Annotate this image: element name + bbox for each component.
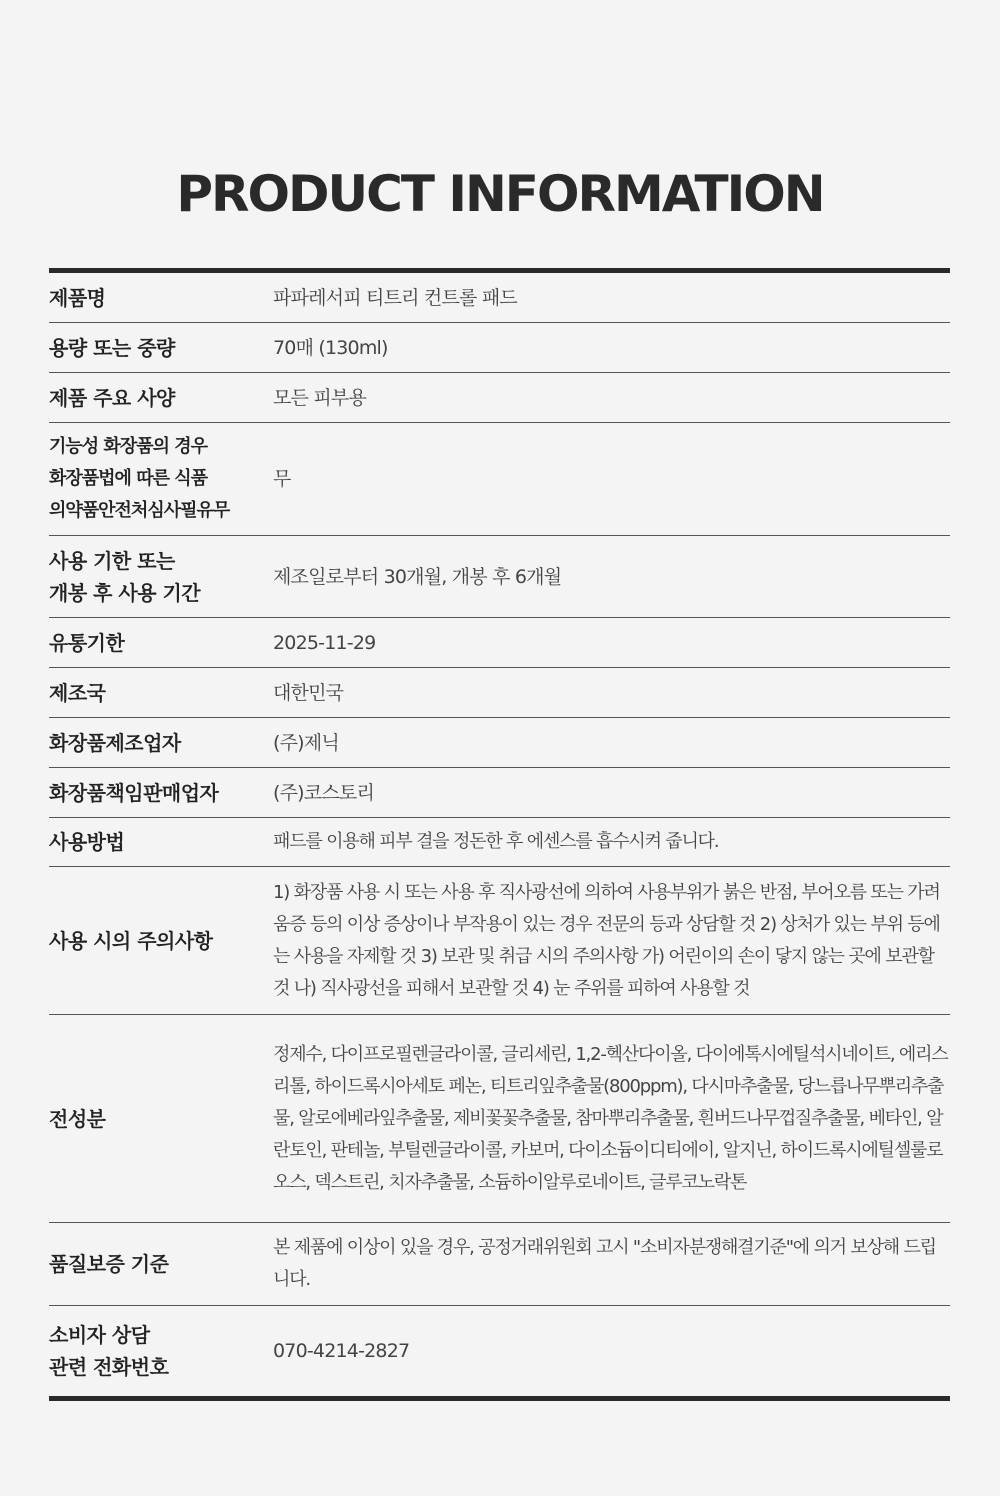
table-row-expiry-date	[49, 618, 950, 668]
row-value: 070-4214-2827	[273, 1340, 410, 1362]
row-label: 화장품책임판매업자	[49, 780, 219, 805]
table-row-precautions	[49, 867, 950, 1015]
row-label: 제품 주요 사양	[49, 385, 175, 410]
row-label: 기능성 화장품의 경우 화장품법에 따른 식품 의약품안전처심사필유무	[49, 436, 230, 521]
table-row-manufacturer	[49, 718, 950, 768]
table-row-consumer-contact	[49, 1306, 950, 1396]
row-value: 패드를 이용해 피부 결을 정돈한 후 에센스를 흡수시켜 줍니다.	[273, 831, 719, 852]
row-value: 본 제품에 이상이 있을 경우, 공정거래위원회 고시 "소비자분쟁해결기준"에 의거 보상해 드립니다.	[273, 1237, 936, 1290]
table-row-seller	[49, 768, 950, 818]
row-label: 제품명	[49, 285, 106, 310]
row-label: 사용 시의 주의사항	[49, 928, 213, 953]
table-row-functional-review	[49, 423, 950, 536]
row-label: 사용 기한 또는 개봉 후 사용 기간	[49, 548, 201, 605]
product-info-table	[49, 268, 950, 1401]
table-row-product-name	[49, 273, 950, 323]
table-row-usage	[49, 818, 950, 867]
row-value: 모든 피부용	[273, 386, 367, 409]
row-value: 파파레서피 티트리 컨트롤 패드	[273, 286, 517, 309]
row-value: 대한민국	[273, 681, 344, 704]
table-row-quality-guarantee	[49, 1223, 950, 1306]
row-value: 70매 (130ml)	[273, 336, 388, 359]
row-label: 전성분	[49, 1106, 106, 1131]
row-value: 정제수, 다이프로필렌글라이콜, 글리세린, 1,2-헥산다이올, 다이에톡시에틸석시네이트, 에리스리톨, 하이드록시아세토 페논, 티트리잎추출물(800ppm), 다시마추출물, 당느릅나무뿌리추출물, 알로에베라잎추출물, 제비꽃꽃추출물, 참마뿌리추출물, 흰버드나무껍질추출물, 베타인, 알란토인, 판테놀, 부틸렌글라이콜, 카보머, 다이소듐이디티에이, 알지닌, 하이드록시에틸셀룰로오스, 덱스트린, 치자추출물, 소듐하이알루로네이트, 글루코노락톤	[273, 1043, 948, 1193]
table-row-country	[49, 668, 950, 718]
row-value: 무	[273, 468, 291, 490]
table-row-expiry-period	[49, 536, 950, 618]
row-value: (주)제닉	[273, 731, 339, 754]
row-value: (주)코스토리	[273, 781, 374, 804]
row-value: 2025-11-29	[273, 631, 376, 654]
row-value: 1) 화장품 사용 시 또는 사용 후 직사광선에 의하여 사용부위가 붉은 반점, 부어오름 또는 가려움증 등의 이상 증상이나 부작용이 있는 경우 전문의 등과 상담할 것 2) 상처가 있는 부위 등에는 사용을 자제할 것 3) 보관 및 취급 시의 주의사항 가) 어린이의 손이 닿지 않는 곳에 보관할 것 나) 직사광선을 피해서 보관할 것 4) 눈 주위를 피하여 사용할 것	[273, 881, 940, 999]
row-label: 유통기한	[49, 630, 125, 655]
row-label: 용량 또는 중량	[49, 335, 175, 360]
page-title: PRODUCT INFORMATION	[176, 165, 824, 223]
table-row-main-spec	[49, 373, 950, 423]
table-row-volume	[49, 323, 950, 373]
row-label: 사용방법	[49, 830, 125, 854]
row-label: 품질보증 기준	[49, 1252, 169, 1276]
row-value: 제조일로부터 30개월, 개봉 후 6개월	[273, 565, 562, 588]
row-label: 소비자 상담 관련 전화번호	[49, 1323, 169, 1379]
row-label: 화장품제조업자	[49, 730, 181, 755]
row-label: 제조국	[49, 680, 106, 705]
table-row-ingredients	[49, 1015, 950, 1223]
